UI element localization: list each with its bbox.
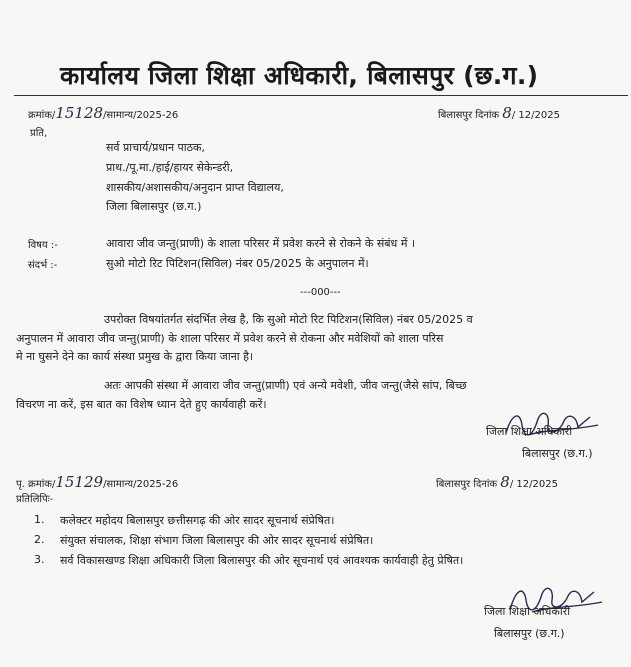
reference-label: संदर्भ :- (28, 260, 58, 271)
body-p1-line-1: उपरोक्त विषयांतर्गत संदर्भित लेख है, कि सुओ मोटो रिट पिटिशन(सिविल) नंबर 05/2025 व (104, 313, 473, 326)
order-number-handwritten: 15128 (55, 104, 104, 122)
endorsement-date-day-handwritten: 8 (500, 473, 510, 491)
recipient-line-4: जिला बिलासपुर (छ.ग.) (106, 200, 202, 213)
prati-label: प्रति, (30, 128, 48, 139)
date-label: बिलासपुर दिनांक (438, 110, 500, 121)
header-rule (14, 95, 628, 96)
copy-item-1-text: कलेक्टर महोदय बिलासपुर छत्तीसगढ़ की ओर सादर सूचनार्थ संप्रेषित। (60, 514, 335, 527)
date-rest: / 12/2025 (511, 110, 560, 121)
copy-item-2-text: संयुक्त संचालक, शिक्षा संभाग जिला बिलासपुर की ओर सादर सूचनार्थ संप्रेषित। (60, 534, 374, 547)
body-p2-line-2: विचरण ना करें, इस बात का विशेष ध्यान देते हुए कार्यवाही करें। (16, 398, 267, 411)
endorsement-date-label: बिलासपुर दिनांक (436, 479, 498, 490)
signature-2-place: बिलासपुर (छ.ग.) (494, 627, 565, 640)
endorsement-date-line (436, 473, 558, 491)
subject-label: विषय :- (28, 240, 58, 251)
office-title: कार्यालय जिला शिक्षा अधिकारी, बिलासपुर (छ.ग.) (60, 61, 539, 90)
body-p1-line-3: मे ना घुसने देने का कार्य संस्था प्रमुख के द्वारा किया जाना है। (16, 350, 254, 363)
date-day-handwritten: 8 (502, 104, 512, 122)
signature-1-designation: जिला शिक्षा अधिकारी (486, 425, 573, 438)
recipient-line-1: सर्व प्राचार्य/प्रधान पाठक, (106, 141, 205, 154)
reference-text: सुओ मोटो रिट पिटिशन(सिविल) नंबर 05/2025 के अनुपालन में। (106, 257, 369, 270)
order-date-line (438, 104, 560, 122)
recipient-line-2: प्राथ./पू.मा./हाई/हायर सेकेन्डरी, (106, 161, 234, 174)
copy-item-1-num: 1. (34, 513, 45, 526)
order-suffix: /सामान्य/2025-26 (103, 110, 179, 121)
endorsement-number-handwritten: 15129 (55, 473, 104, 491)
order-number-line (28, 104, 178, 122)
recipient-line-3: शासकीय/अशासकीय/अनुदान प्राप्त विद्यालय, (106, 181, 284, 194)
copy-item-2-num: 2. (34, 533, 45, 546)
body-p2-line-1: अतः आपकी संस्था में आवारा जीव जन्तु(प्राणी) एवं अन्ये मवेशी, जीव जन्तु(जैसे सांप, बिच्छ (104, 379, 467, 392)
endorsement-suffix: /सामान्य/2025-26 (103, 479, 179, 490)
body-p1-line-2: अनुपालन में आवारा जीव जन्तु(प्राणी) के शाला परिसर में प्रवेश करने से रोकना और मवेशियों को शाला परिस (16, 332, 444, 345)
separator: ---000--- (300, 287, 341, 298)
endorsement-number-line (16, 473, 178, 491)
endorsement-prefix: पृ. क्रमांक/ (16, 479, 56, 490)
subject-text: आवारा जीव जन्तु(प्राणी) के शाला परिसर में प्रवेश करने से रोकने के संबंध में । (106, 237, 416, 250)
order-prefix: क्रमांक/ (28, 110, 56, 121)
copy-label: प्रतिलिपिः- (16, 494, 54, 505)
signature-2-designation: जिला शिक्षा अधिकारी (484, 605, 571, 618)
copy-item-3-num: 3. (34, 553, 45, 566)
endorsement-date-rest: / 12/2025 (509, 479, 558, 490)
signature-1-place: बिलासपुर (छ.ग.) (522, 447, 593, 460)
copy-item-3-text: सर्व विकासखण्ड शिक्षा अधिकारी जिला बिलासपुर की ओर सूचनार्थ एवं आवश्यक कार्यवाही हेतु प्रेषित। (60, 554, 464, 567)
